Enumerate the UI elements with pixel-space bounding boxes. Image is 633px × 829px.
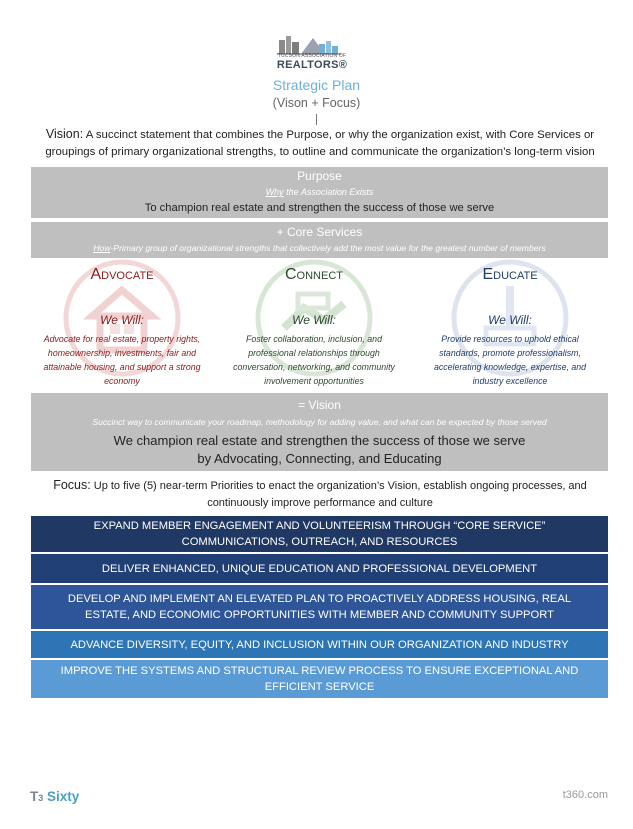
purpose-title: Purpose xyxy=(297,169,342,183)
footer-url: t360.com xyxy=(562,789,608,801)
purpose-subtitle xyxy=(31,187,608,197)
logo-line2: REALTORS® xyxy=(276,59,348,71)
vision-lead: Vision: xyxy=(45,127,84,141)
core-sub-how: How xyxy=(93,243,111,253)
core-services-title: + Core Services xyxy=(276,225,363,239)
title-divider xyxy=(316,114,317,125)
focus-definition xyxy=(30,477,610,512)
priority-3: DEVELOP AND IMPLEMENT AN ELEVATED PLAN TO PROACTIVELY ADDRESS HOUSING, REAL ESTATE, AND ECONOMIC OPPORTUNITIES WITH MEMBER AND COMMUNITY SUPPORT xyxy=(31,585,608,629)
pillar-advocate-title: Advocate xyxy=(90,266,154,283)
pillar-advocate-will: We Will: xyxy=(100,313,144,327)
vision-statement-line2: by Advocating, Connecting, and Educating xyxy=(197,451,442,466)
purpose-statement: To champion real estate and strengthen the success of those we serve xyxy=(144,202,495,214)
pillar-connect-title: Connect xyxy=(285,266,343,283)
purpose-band xyxy=(31,167,608,218)
vision-definition xyxy=(30,126,610,161)
page-subtitle: (Vison + Focus) xyxy=(272,96,361,110)
vision-band-title: = Vision xyxy=(298,398,341,412)
purpose-sub-rest: the Association Exists xyxy=(283,187,374,197)
footer-brand-t: T xyxy=(30,789,39,804)
page-title: Strategic Plan xyxy=(272,77,361,93)
footer-brand-3: 3 xyxy=(38,793,44,803)
vision-band-subtitle: Succinct way to communicate your roadmap, methodology for adding value, and what can be expected by those served xyxy=(92,417,547,427)
pillar-educate-text: Provide resources to uphold ethical standards, promote professionalism, accelerating knowledge, expertise, and industry excellence xyxy=(433,334,587,386)
pillar-connect-will: We Will: xyxy=(292,313,336,327)
pillar-connect-text: Foster collaboration, inclusion, and professional relationships through conversation, networking, and community involvement opportunities xyxy=(233,334,395,386)
pillar-educate xyxy=(420,258,600,392)
vision-statement-line1: We champion real estate and strengthen the success of those we serve xyxy=(113,433,526,448)
vision-definition-text: A succinct statement that combines the Purpose, or why the organization exist, with Core Services or groupings of primary organizational strengths, to outline and communicate the organization’s long-term vision xyxy=(45,129,595,158)
priority-4: ADVANCE DIVERSITY, EQUITY, AND INCLUSION WITHIN OUR ORGANIZATION AND INDUSTRY xyxy=(31,631,608,658)
core-services-band xyxy=(31,222,608,258)
t3-sixty-logo xyxy=(30,789,79,804)
priority-1: EXPAND MEMBER ENGAGEMENT AND VOLUNTEERISM THROUGH “CORE SERVICE” COMMUNICATIONS, OUTREACH, AND RESOURCES xyxy=(31,516,608,552)
footer-brand-sixty: Sixty xyxy=(43,789,80,804)
vision-band xyxy=(31,393,608,471)
priority-5: IMPROVE THE SYSTEMS AND STRUCTURAL REVIEW PROCESS TO ENSURE EXCEPTIONAL AND EFFICIENT SERVICE xyxy=(31,660,608,698)
logo-line1: TUCSON ASSOCIATION OF xyxy=(277,53,347,59)
core-services-subtitle xyxy=(31,243,608,253)
pillar-educate-title: Educate xyxy=(482,266,538,283)
purpose-sub-why: Why xyxy=(265,187,284,197)
focus-definition-text: Up to five (5) near-term Priorities to enact the organization’s Vision, establish ongoing processes, and continuously improve performance and culture xyxy=(90,480,587,509)
core-sub-rest: -Primary group of organizational strengths that collectively add the most value for the greatest number of members xyxy=(110,243,546,253)
pillar-connect xyxy=(224,258,404,392)
focus-lead: Focus: xyxy=(53,478,91,492)
pillar-advocate xyxy=(32,258,212,392)
pillar-advocate-text: Advocate for real estate, property rights, homeownership, investments, fair and attainable housing, and support a strong economy xyxy=(43,334,201,386)
pillar-educate-will: We Will: xyxy=(488,313,532,327)
priority-2: DELIVER ENHANCED, UNIQUE EDUCATION AND PROFESSIONAL DEVELOPMENT xyxy=(31,554,608,583)
